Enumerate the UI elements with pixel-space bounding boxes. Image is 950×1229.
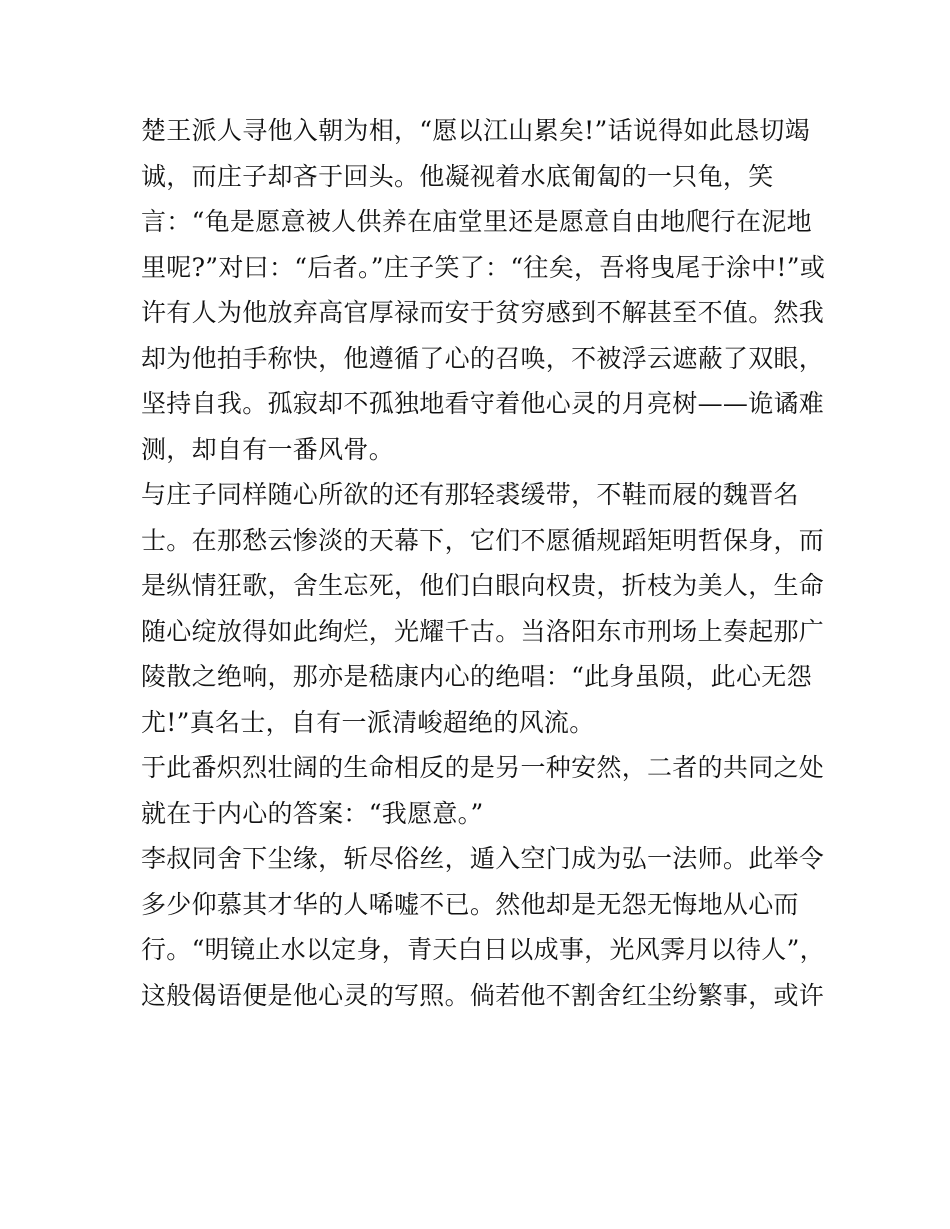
text-line: 这般偈语便是他心灵的写照。倘若他不割舍红尘纷繁事，或许 [141, 980, 825, 1010]
text-line: 许有人为他放弃高官厚禄而安于贫穷感到不解甚至不值。然我 [141, 298, 825, 327]
text-line: 行。“明镜止水以定身，青天白日以成事，光风霁月以待人”， [141, 935, 825, 964]
text-line: 楚王派人寻他入朝为相，“愿以江山累矣!”话说得如此恳切竭 [141, 116, 811, 145]
text-line: 陵散之绝响，那亦是嵇康内心的绝唱：“此身虽陨，此心无怨 [141, 662, 812, 691]
text-line: 士。在那愁云惨淡的天幕下，它们不愿循规蹈矩明哲保身，而 [141, 525, 825, 555]
text-line: 尤!”真名士，自有一派清峻超绝的风流。 [141, 707, 595, 737]
text-line: 却为他拍手称快，他遵循了心的召唤，不被浮云遮蔽了双眼， [141, 343, 825, 373]
text-line: 言：“龟是愿意被人供养在庙堂里还是愿意自由地爬行在泥地 [141, 207, 812, 236]
text-line: 测，却自有一番风骨。 [141, 434, 395, 464]
text-line: 就在于内心的答案：“我愿意。” [141, 798, 484, 828]
text-line: 李叔同舍下尘缘，斩尽俗丝，遁入空门成为弘一法师。此举令 [141, 844, 825, 873]
text-line: 与庄子同样随心所欲的还有那轻裘缓带，不鞋而屐的魏晋名 [141, 480, 799, 509]
text-line: 随心绽放得如此绚烂，光耀千古。当洛阳东市刑场上奏起那广 [141, 616, 825, 646]
text-line: 坚持自我。孤寂却不孤独地看守着他心灵的月亮树——诡谲难 [141, 389, 825, 418]
text-line: 于此番炽烈壮阔的生命相反的是另一种安然，二者的共同之处 [141, 753, 825, 782]
text-line: 是纵情狂歌，舍生忘死，他们白眼向权贵，折枝为美人，生命 [141, 571, 825, 600]
essay-body [141, 108, 826, 1018]
text-line: 多少仰慕其才华的人唏嘘不已。然他却是无怨无悔地从心而 [141, 889, 799, 919]
text-line: 诚，而庄子却吝于回头。他凝视着水底匍匐的一只龟，笑 [141, 161, 774, 191]
text-line: 里呢?”对曰：“后者。”庄子笑了：“往矣，吾将曳尾于涂中!”或 [141, 252, 826, 282]
